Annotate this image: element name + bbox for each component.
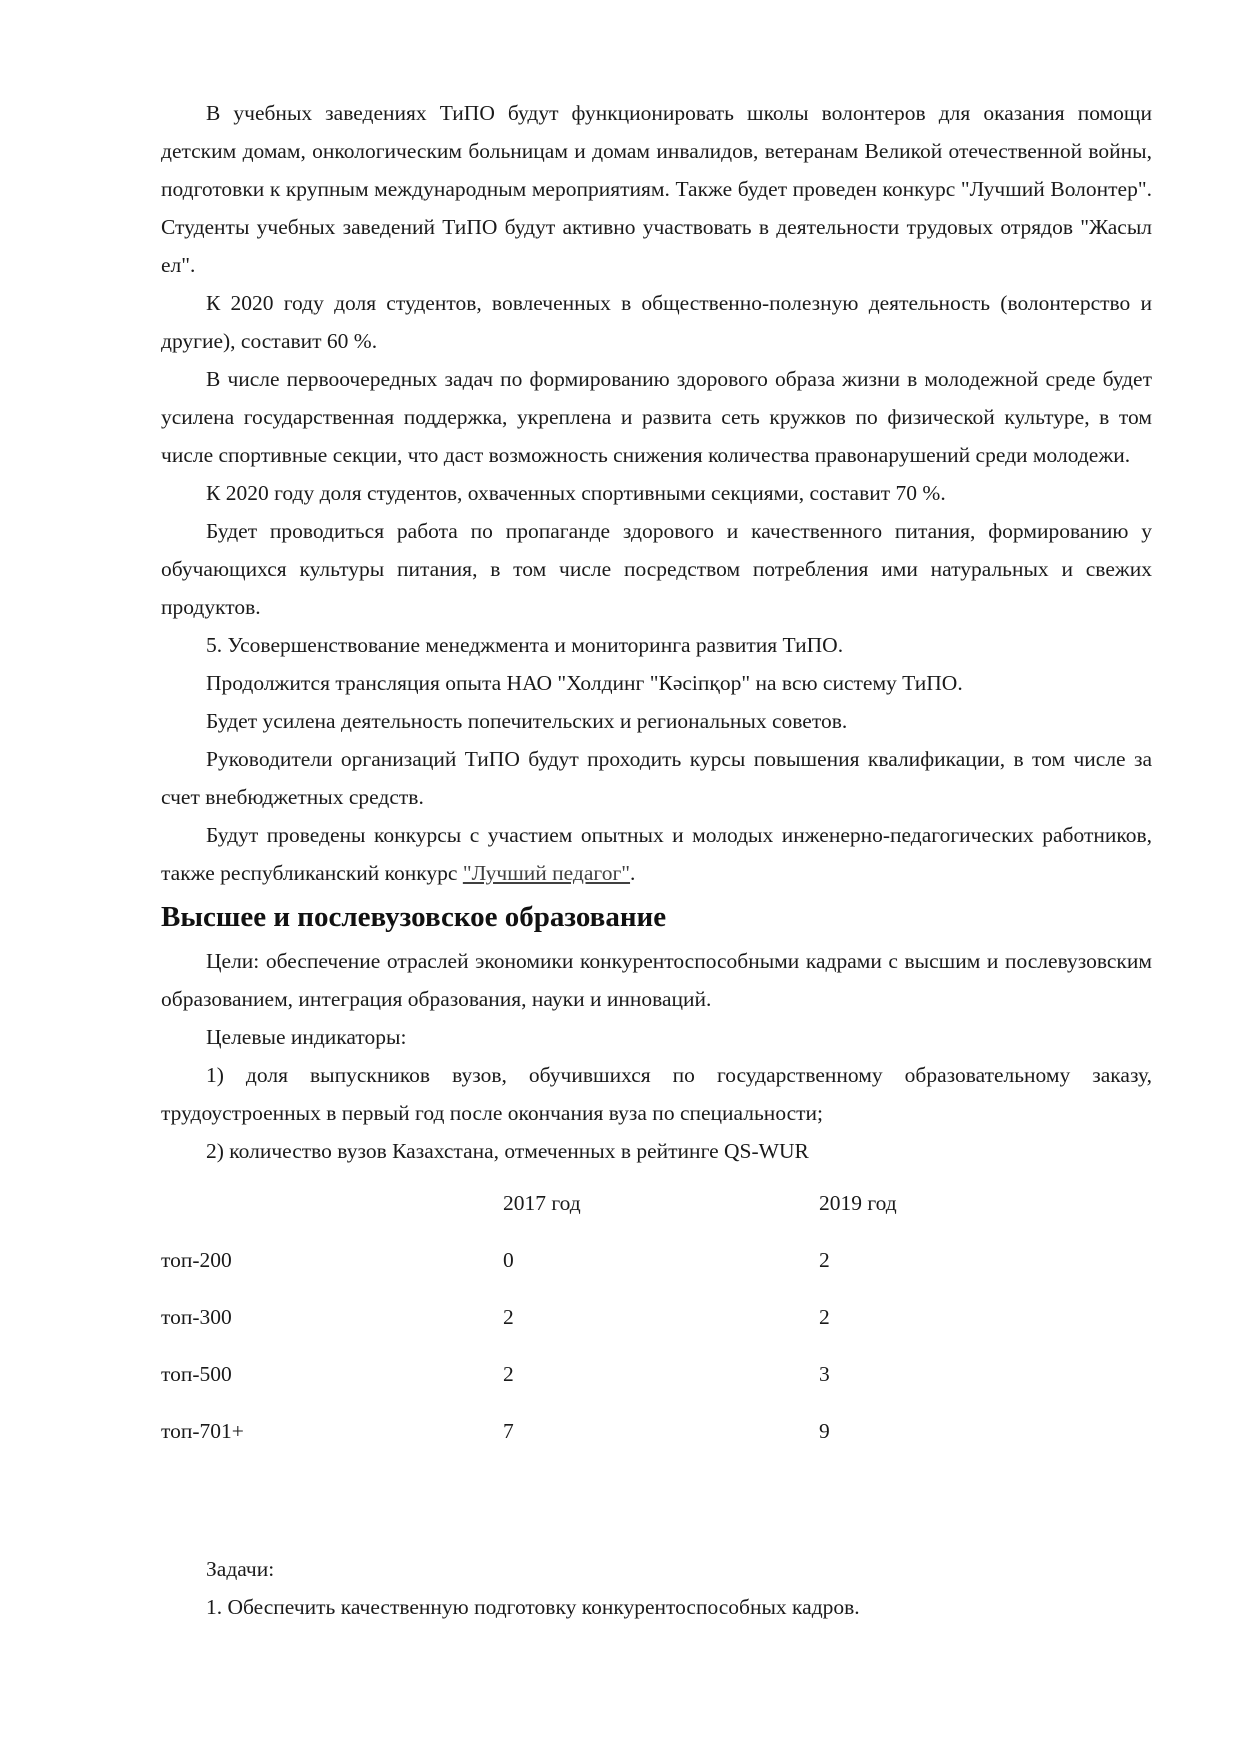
table-header-2017: 2017 год (503, 1191, 581, 1215)
row-value-2019: 2 (819, 1248, 830, 1272)
best-teacher-link[interactable]: "Лучший педагог" (462, 861, 631, 885)
paragraph-kasipkor-experience: Продолжится трансляция опыта НАО "Холдинг "Кәсіпқор" на всю систему ТиПО. (206, 671, 963, 695)
paragraph-2020-volunteer-share: К 2020 году доля студентов, вовлеченных в общественно-полезную деятельность (волонтерство и другие), составит 60 %. (161, 291, 1152, 353)
paragraph-teacher-contests (161, 816, 1152, 892)
paragraph-councils: Будет усилена деятельность попечительских и региональных советов. (206, 709, 848, 733)
table-header-2019: 2019 год (819, 1191, 897, 1215)
row-value-2019: 3 (819, 1362, 830, 1386)
row-value-2019: 2 (819, 1305, 830, 1329)
table-row-top-200 (161, 1241, 1152, 1279)
table-row-top-701 (161, 1412, 1152, 1450)
label-tasks: Задачи: (206, 1557, 275, 1581)
table-header-row (161, 1184, 1152, 1222)
section-heading-higher-education: Высшее и послевузовское образование (161, 901, 667, 933)
row-label: топ-500 (161, 1362, 232, 1386)
paragraph-leaders-training: Руководители организаций ТиПО будут проходить курсы повышения квалификации, в том числе за счет внебюджетных средств. (161, 747, 1152, 809)
paragraph-volunteer-schools: В учебных заведениях ТиПО будут функционировать школы волонтеров для оказания помощи детским домам, онкологическим больницам и домам инвалидов, ветеранам Великой отечественной войны, подготовки к крупным международным мероприятиям. Также будет проведен конкурс "Лучший Волонтер". Студенты учебных заведений ТиПО будут активно участвовать в деятельности трудовых отрядов "Жасыл ел". (161, 101, 1152, 277)
document-content (161, 94, 1152, 1626)
task-quality-training: 1. Обеспечить качественную подготовку конкурентоспособных кадров. (206, 1595, 860, 1619)
row-value-2017: 2 (503, 1305, 514, 1329)
row-label: топ-701+ (161, 1419, 244, 1443)
table-header-empty (161, 1184, 503, 1222)
blank-gap (161, 1450, 1152, 1550)
row-label: топ-300 (161, 1305, 232, 1329)
row-value-2017: 0 (503, 1248, 514, 1272)
row-value-2017: 7 (503, 1419, 514, 1443)
row-value-2017: 2 (503, 1362, 514, 1386)
indicator-qs-wur: 2) количество вузов Казахстана, отмеченных в рейтинге QS-WUR (206, 1139, 809, 1163)
qs-wur-ranking-table (161, 1184, 1152, 1450)
indicator-graduates-employment: 1) доля выпускников вузов, обучившихся по государственному образовательному заказу, трудоустроенных в первый год после окончания вуза по специальности; (161, 1063, 1152, 1125)
row-value-2019: 9 (819, 1419, 830, 1443)
contests-text-after: . (630, 861, 636, 885)
table-row-top-500 (161, 1355, 1152, 1393)
row-label: топ-200 (161, 1248, 232, 1272)
contests-text-before: Будут проведены конкурсы с участием опытных и молодых инженерно-педагогических работников, также республиканский конкурс (161, 823, 1152, 885)
paragraph-nutrition: Будет проводиться работа по пропаганде здорового и качественного питания, формированию у обучающихся культуры питания, в том числе посредством потребления ими натуральных и свежих продуктов. (161, 519, 1152, 619)
table-row-top-300 (161, 1298, 1152, 1336)
label-target-indicators: Целевые индикаторы: (206, 1025, 407, 1049)
paragraph-healthy-lifestyle: В числе первоочередных задач по формированию здорового образа жизни в молодежной среде будет усилена государственная поддержка, укреплена и развита сеть кружков по физической культуре, в том числе спортивные секции, что даст возможность снижения количества правонарушений среди молодежи. (161, 367, 1152, 467)
paragraph-management-monitoring: 5. Усовершенствование менеджмента и мониторинга развития ТиПО. (206, 633, 844, 657)
paragraph-2020-sports-share: К 2020 году доля студентов, охваченных спортивными секциями, составит 70 %. (206, 481, 946, 505)
paragraph-goals: Цели: обеспечение отраслей экономики конкурентоспособными кадрами с высшим и послевузовским образованием, интеграция образования, науки и инноваций. (161, 949, 1152, 1011)
